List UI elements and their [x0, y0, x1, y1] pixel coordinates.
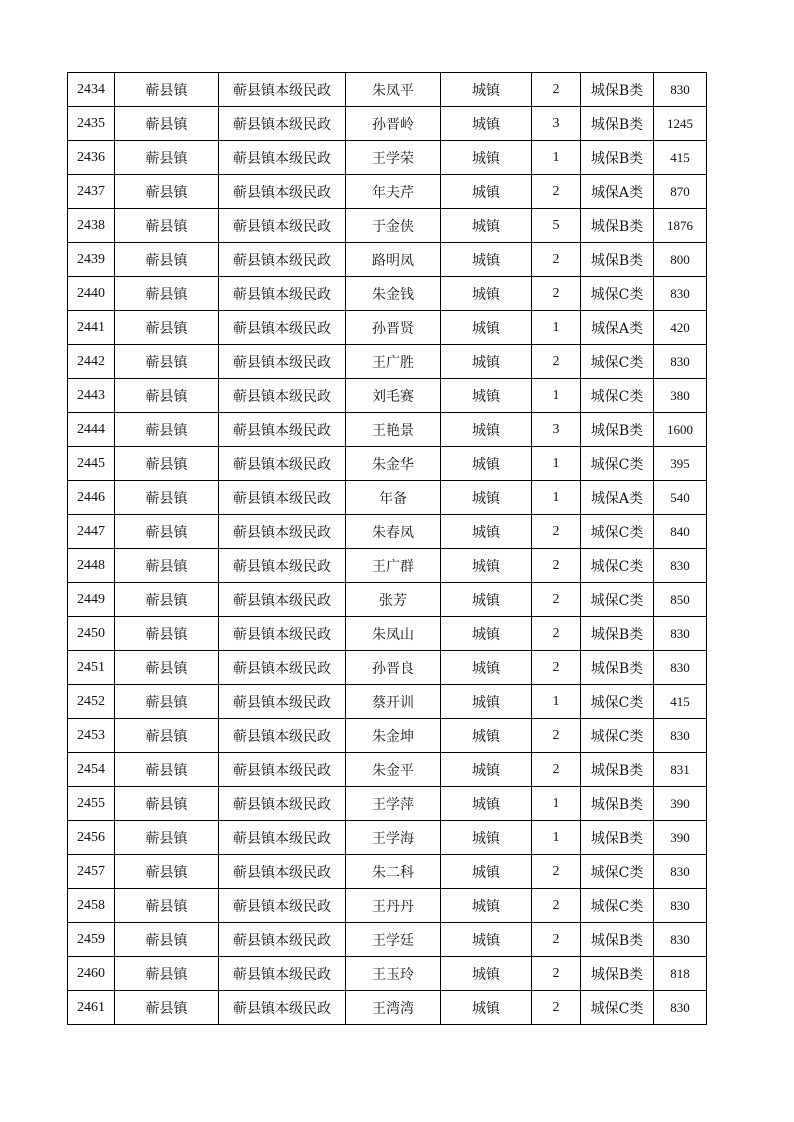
row-index-cell: 2439: [68, 243, 115, 277]
recipient-name-cell: 孙晋贤: [346, 311, 441, 345]
area-type-cell: 城镇: [441, 379, 532, 413]
category-cell: 城保B类: [581, 73, 654, 107]
household-size-cell: 1: [532, 447, 581, 481]
household-size-cell: 2: [532, 889, 581, 923]
row-index-cell: 2449: [68, 583, 115, 617]
row-index-cell: 2441: [68, 311, 115, 345]
administering-office-cell: 蕲县镇本级民政: [219, 991, 346, 1025]
area-type-cell: 城镇: [441, 413, 532, 447]
row-index-cell: 2459: [68, 923, 115, 957]
category-cell: 城保C类: [581, 379, 654, 413]
category-cell: 城保B类: [581, 957, 654, 991]
household-size-cell: 2: [532, 243, 581, 277]
recipient-name-cell: 王广群: [346, 549, 441, 583]
area-type-cell: 城镇: [441, 481, 532, 515]
amount-cell: 830: [654, 855, 707, 889]
recipient-name-cell: 孙晋岭: [346, 107, 441, 141]
town-cell: 蕲县镇: [115, 549, 219, 583]
amount-cell: 415: [654, 141, 707, 175]
administering-office-cell: 蕲县镇本级民政: [219, 447, 346, 481]
town-cell: 蕲县镇: [115, 209, 219, 243]
recipient-name-cell: 王湾湾: [346, 991, 441, 1025]
town-cell: 蕲县镇: [115, 991, 219, 1025]
recipient-name-cell: 王玉玲: [346, 957, 441, 991]
town-cell: 蕲县镇: [115, 141, 219, 175]
recipient-name-cell: 张芳: [346, 583, 441, 617]
row-index-cell: 2436: [68, 141, 115, 175]
area-type-cell: 城镇: [441, 753, 532, 787]
row-index-cell: 2437: [68, 175, 115, 209]
row-index-cell: 2453: [68, 719, 115, 753]
area-type-cell: 城镇: [441, 107, 532, 141]
category-cell: 城保C类: [581, 889, 654, 923]
category-cell: 城保B类: [581, 923, 654, 957]
category-cell: 城保A类: [581, 175, 654, 209]
recipient-name-cell: 朱二科: [346, 855, 441, 889]
town-cell: 蕲县镇: [115, 243, 219, 277]
amount-cell: 870: [654, 175, 707, 209]
household-size-cell: 2: [532, 345, 581, 379]
town-cell: 蕲县镇: [115, 957, 219, 991]
recipient-name-cell: 王学廷: [346, 923, 441, 957]
table-row: [68, 583, 707, 617]
town-cell: 蕲县镇: [115, 379, 219, 413]
row-index-cell: 2454: [68, 753, 115, 787]
category-cell: 城保A类: [581, 311, 654, 345]
row-index-cell: 2434: [68, 73, 115, 107]
amount-cell: 395: [654, 447, 707, 481]
category-cell: 城保C类: [581, 515, 654, 549]
category-cell: 城保B类: [581, 821, 654, 855]
town-cell: 蕲县镇: [115, 515, 219, 549]
category-cell: 城保C类: [581, 447, 654, 481]
row-index-cell: 2452: [68, 685, 115, 719]
area-type-cell: 城镇: [441, 685, 532, 719]
area-type-cell: 城镇: [441, 175, 532, 209]
area-type-cell: 城镇: [441, 855, 532, 889]
recipient-name-cell: 王学萍: [346, 787, 441, 821]
amount-cell: 380: [654, 379, 707, 413]
household-size-cell: 1: [532, 821, 581, 855]
table-row: [68, 617, 707, 651]
household-size-cell: 5: [532, 209, 581, 243]
area-type-cell: 城镇: [441, 957, 532, 991]
household-size-cell: 2: [532, 175, 581, 209]
row-index-cell: 2450: [68, 617, 115, 651]
town-cell: 蕲县镇: [115, 311, 219, 345]
area-type-cell: 城镇: [441, 515, 532, 549]
household-size-cell: 2: [532, 277, 581, 311]
table-row: [68, 923, 707, 957]
row-index-cell: 2460: [68, 957, 115, 991]
table-row: [68, 651, 707, 685]
household-size-cell: 2: [532, 583, 581, 617]
category-cell: 城保B类: [581, 617, 654, 651]
amount-cell: 818: [654, 957, 707, 991]
row-index-cell: 2442: [68, 345, 115, 379]
row-index-cell: 2456: [68, 821, 115, 855]
recipient-name-cell: 朱金坤: [346, 719, 441, 753]
household-size-cell: 2: [532, 719, 581, 753]
administering-office-cell: 蕲县镇本级民政: [219, 413, 346, 447]
area-type-cell: 城镇: [441, 243, 532, 277]
administering-office-cell: 蕲县镇本级民政: [219, 753, 346, 787]
town-cell: 蕲县镇: [115, 719, 219, 753]
roster-body: [68, 73, 707, 1025]
table-row: [68, 107, 707, 141]
category-cell: 城保C类: [581, 549, 654, 583]
administering-office-cell: 蕲县镇本级民政: [219, 617, 346, 651]
table-row: [68, 787, 707, 821]
town-cell: 蕲县镇: [115, 617, 219, 651]
administering-office-cell: 蕲县镇本级民政: [219, 209, 346, 243]
recipient-name-cell: 路明凤: [346, 243, 441, 277]
category-cell: 城保B类: [581, 753, 654, 787]
area-type-cell: 城镇: [441, 651, 532, 685]
household-size-cell: 2: [532, 515, 581, 549]
table-row: [68, 515, 707, 549]
recipient-name-cell: 王艳景: [346, 413, 441, 447]
row-index-cell: 2443: [68, 379, 115, 413]
area-type-cell: 城镇: [441, 787, 532, 821]
household-size-cell: 3: [532, 413, 581, 447]
recipient-name-cell: 朱金钱: [346, 277, 441, 311]
recipient-name-cell: 于金侠: [346, 209, 441, 243]
administering-office-cell: 蕲县镇本级民政: [219, 311, 346, 345]
town-cell: 蕲县镇: [115, 821, 219, 855]
row-index-cell: 2451: [68, 651, 115, 685]
amount-cell: 840: [654, 515, 707, 549]
administering-office-cell: 蕲县镇本级民政: [219, 345, 346, 379]
amount-cell: 540: [654, 481, 707, 515]
household-size-cell: 2: [532, 957, 581, 991]
row-index-cell: 2455: [68, 787, 115, 821]
town-cell: 蕲县镇: [115, 889, 219, 923]
area-type-cell: 城镇: [441, 447, 532, 481]
administering-office-cell: 蕲县镇本级民政: [219, 73, 346, 107]
recipient-name-cell: 王学荣: [346, 141, 441, 175]
household-size-cell: 2: [532, 855, 581, 889]
amount-cell: 850: [654, 583, 707, 617]
category-cell: 城保B类: [581, 413, 654, 447]
table-row: [68, 991, 707, 1025]
category-cell: 城保B类: [581, 209, 654, 243]
area-type-cell: 城镇: [441, 821, 532, 855]
recipient-name-cell: 刘毛赛: [346, 379, 441, 413]
household-size-cell: 2: [532, 73, 581, 107]
recipient-name-cell: 朱凤山: [346, 617, 441, 651]
category-cell: 城保C类: [581, 277, 654, 311]
category-cell: 城保B类: [581, 107, 654, 141]
recipient-name-cell: 王学海: [346, 821, 441, 855]
table-row: [68, 209, 707, 243]
amount-cell: 1600: [654, 413, 707, 447]
area-type-cell: 城镇: [441, 549, 532, 583]
town-cell: 蕲县镇: [115, 651, 219, 685]
area-type-cell: 城镇: [441, 209, 532, 243]
administering-office-cell: 蕲县镇本级民政: [219, 651, 346, 685]
recipient-name-cell: 孙晋良: [346, 651, 441, 685]
table-row: [68, 447, 707, 481]
row-index-cell: 2435: [68, 107, 115, 141]
town-cell: 蕲县镇: [115, 175, 219, 209]
household-size-cell: 2: [532, 753, 581, 787]
recipient-name-cell: 年夫芹: [346, 175, 441, 209]
table-row: [68, 481, 707, 515]
row-index-cell: 2448: [68, 549, 115, 583]
category-cell: 城保C类: [581, 583, 654, 617]
table-row: [68, 549, 707, 583]
area-type-cell: 城镇: [441, 277, 532, 311]
amount-cell: 830: [654, 277, 707, 311]
amount-cell: 830: [654, 719, 707, 753]
area-type-cell: 城镇: [441, 73, 532, 107]
household-size-cell: 2: [532, 991, 581, 1025]
amount-cell: 830: [654, 991, 707, 1025]
administering-office-cell: 蕲县镇本级民政: [219, 379, 346, 413]
table-row: [68, 957, 707, 991]
household-size-cell: 2: [532, 617, 581, 651]
recipient-name-cell: 蔡开训: [346, 685, 441, 719]
recipient-name-cell: 朱春凤: [346, 515, 441, 549]
administering-office-cell: 蕲县镇本级民政: [219, 821, 346, 855]
recipient-name-cell: 年备: [346, 481, 441, 515]
table-row: [68, 141, 707, 175]
administering-office-cell: 蕲县镇本级民政: [219, 719, 346, 753]
administering-office-cell: 蕲县镇本级民政: [219, 957, 346, 991]
area-type-cell: 城镇: [441, 719, 532, 753]
table-row: [68, 753, 707, 787]
table-row: [68, 821, 707, 855]
category-cell: 城保C类: [581, 345, 654, 379]
area-type-cell: 城镇: [441, 345, 532, 379]
recipient-name-cell: 王广胜: [346, 345, 441, 379]
amount-cell: 830: [654, 617, 707, 651]
table-row: [68, 311, 707, 345]
category-cell: 城保C类: [581, 719, 654, 753]
administering-office-cell: 蕲县镇本级民政: [219, 549, 346, 583]
amount-cell: 830: [654, 345, 707, 379]
row-index-cell: 2447: [68, 515, 115, 549]
household-size-cell: 2: [532, 923, 581, 957]
category-cell: 城保C类: [581, 855, 654, 889]
area-type-cell: 城镇: [441, 889, 532, 923]
administering-office-cell: 蕲县镇本级民政: [219, 583, 346, 617]
administering-office-cell: 蕲县镇本级民政: [219, 685, 346, 719]
welfare-roster-table: [67, 72, 707, 1025]
row-index-cell: 2446: [68, 481, 115, 515]
area-type-cell: 城镇: [441, 583, 532, 617]
administering-office-cell: 蕲县镇本级民政: [219, 481, 346, 515]
amount-cell: 800: [654, 243, 707, 277]
category-cell: 城保C类: [581, 685, 654, 719]
administering-office-cell: 蕲县镇本级民政: [219, 515, 346, 549]
row-index-cell: 2461: [68, 991, 115, 1025]
amount-cell: 1245: [654, 107, 707, 141]
category-cell: 城保A类: [581, 481, 654, 515]
town-cell: 蕲县镇: [115, 447, 219, 481]
town-cell: 蕲县镇: [115, 753, 219, 787]
table-row: [68, 719, 707, 753]
amount-cell: 830: [654, 651, 707, 685]
household-size-cell: 2: [532, 651, 581, 685]
administering-office-cell: 蕲县镇本级民政: [219, 855, 346, 889]
table-row: [68, 277, 707, 311]
town-cell: 蕲县镇: [115, 413, 219, 447]
table-row: [68, 175, 707, 209]
town-cell: 蕲县镇: [115, 855, 219, 889]
category-cell: 城保B类: [581, 141, 654, 175]
town-cell: 蕲县镇: [115, 787, 219, 821]
household-size-cell: 3: [532, 107, 581, 141]
administering-office-cell: 蕲县镇本级民政: [219, 923, 346, 957]
area-type-cell: 城镇: [441, 311, 532, 345]
table-row: [68, 73, 707, 107]
household-size-cell: 1: [532, 141, 581, 175]
administering-office-cell: 蕲县镇本级民政: [219, 107, 346, 141]
category-cell: 城保B类: [581, 651, 654, 685]
amount-cell: 420: [654, 311, 707, 345]
administering-office-cell: 蕲县镇本级民政: [219, 243, 346, 277]
administering-office-cell: 蕲县镇本级民政: [219, 277, 346, 311]
administering-office-cell: 蕲县镇本级民政: [219, 141, 346, 175]
town-cell: 蕲县镇: [115, 923, 219, 957]
household-size-cell: 1: [532, 481, 581, 515]
table-row: [68, 855, 707, 889]
town-cell: 蕲县镇: [115, 345, 219, 379]
town-cell: 蕲县镇: [115, 481, 219, 515]
row-index-cell: 2440: [68, 277, 115, 311]
household-size-cell: 1: [532, 379, 581, 413]
table-row: [68, 243, 707, 277]
administering-office-cell: 蕲县镇本级民政: [219, 175, 346, 209]
amount-cell: 830: [654, 923, 707, 957]
amount-cell: 415: [654, 685, 707, 719]
table-row: [68, 413, 707, 447]
household-size-cell: 1: [532, 787, 581, 821]
table-row: [68, 889, 707, 923]
household-size-cell: 1: [532, 311, 581, 345]
town-cell: 蕲县镇: [115, 685, 219, 719]
town-cell: 蕲县镇: [115, 277, 219, 311]
amount-cell: 390: [654, 821, 707, 855]
household-size-cell: 2: [532, 549, 581, 583]
household-size-cell: 1: [532, 685, 581, 719]
table-row: [68, 685, 707, 719]
category-cell: 城保B类: [581, 787, 654, 821]
area-type-cell: 城镇: [441, 923, 532, 957]
table-row: [68, 379, 707, 413]
town-cell: 蕲县镇: [115, 107, 219, 141]
table-row: [68, 345, 707, 379]
administering-office-cell: 蕲县镇本级民政: [219, 787, 346, 821]
amount-cell: 1876: [654, 209, 707, 243]
administering-office-cell: 蕲县镇本级民政: [219, 889, 346, 923]
recipient-name-cell: 朱金华: [346, 447, 441, 481]
recipient-name-cell: 朱金平: [346, 753, 441, 787]
category-cell: 城保B类: [581, 243, 654, 277]
row-index-cell: 2444: [68, 413, 115, 447]
town-cell: 蕲县镇: [115, 583, 219, 617]
amount-cell: 830: [654, 73, 707, 107]
amount-cell: 390: [654, 787, 707, 821]
row-index-cell: 2457: [68, 855, 115, 889]
town-cell: 蕲县镇: [115, 73, 219, 107]
category-cell: 城保C类: [581, 991, 654, 1025]
area-type-cell: 城镇: [441, 617, 532, 651]
recipient-name-cell: 王丹丹: [346, 889, 441, 923]
amount-cell: 830: [654, 889, 707, 923]
row-index-cell: 2445: [68, 447, 115, 481]
row-index-cell: 2458: [68, 889, 115, 923]
recipient-name-cell: 朱凤平: [346, 73, 441, 107]
row-index-cell: 2438: [68, 209, 115, 243]
area-type-cell: 城镇: [441, 141, 532, 175]
area-type-cell: 城镇: [441, 991, 532, 1025]
amount-cell: 830: [654, 549, 707, 583]
amount-cell: 831: [654, 753, 707, 787]
